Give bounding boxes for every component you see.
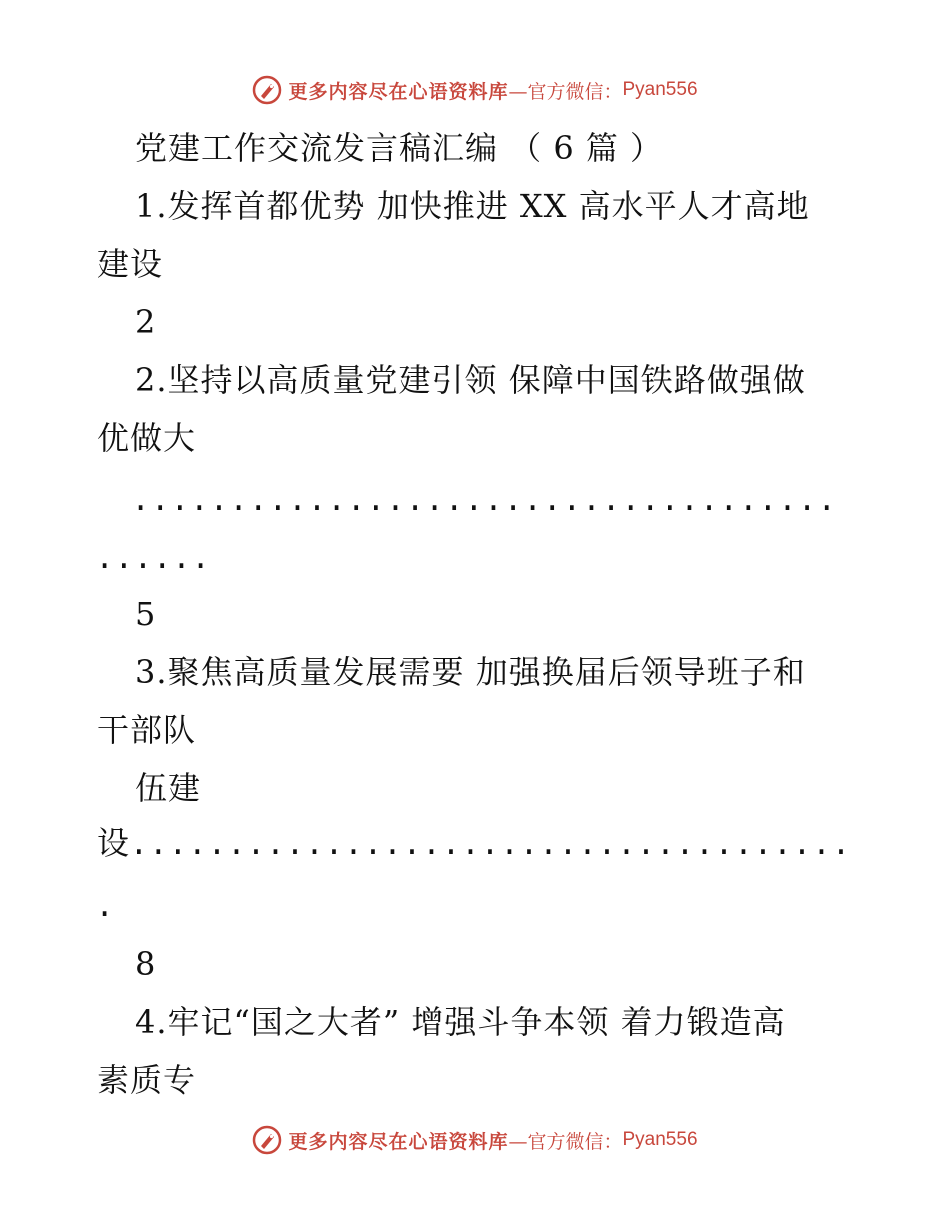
toc-item-4-line2[interactable]: 素质专 (97, 1061, 197, 1099)
toc-item-2-line2[interactable]: 优做大 (97, 419, 197, 457)
pen-nib-logo-icon (252, 1125, 282, 1155)
watermark-footer (0, 1120, 950, 1160)
toc-item-2-leader-a: .................................... (131, 483, 837, 520)
watermark-account: Pyan556 (622, 1129, 698, 1150)
watermark-header (0, 70, 950, 110)
toc-item-3-page: 8 (135, 945, 157, 983)
toc-item-2-line1[interactable]: 2.坚持以高质量党建引领 保障中国铁路做强做 (135, 361, 806, 399)
toc-item-3-line3[interactable]: 伍建 (135, 769, 202, 807)
pen-nib-logo-icon (252, 75, 282, 105)
toc-item-2-leader-b: ...... (95, 541, 211, 578)
toc-item-1-line1[interactable]: 1.发挥首都优势 加快推进 XX 高水平人才高地 (135, 187, 810, 225)
toc-item-1-page: 2 (135, 303, 157, 341)
toc-item-3-line2[interactable]: 干部队 (97, 711, 197, 749)
watermark-separator: —官方微信： (508, 1130, 623, 1153)
toc-item-2-page: 5 (135, 595, 157, 633)
document-title: 党建工作交流发言稿汇编 （ 6 篇 ） (135, 129, 664, 167)
watermark-text: 更多内容尽在心语资料库 (288, 80, 509, 103)
watermark-separator: —官方微信： (508, 80, 623, 103)
toc-item-3-line4[interactable]: 设..................................... (97, 827, 851, 864)
watermark-account: Pyan556 (622, 79, 698, 100)
toc-item-3-line1[interactable]: 3.聚焦高质量发展需要 加强换届后领导班子和 (135, 653, 806, 691)
toc-item-3-line5: . (95, 889, 115, 926)
watermark-text: 更多内容尽在心语资料库 (288, 1130, 509, 1153)
toc-item-1-line2[interactable]: 建设 (97, 245, 164, 283)
toc-item-4-line1[interactable]: 4.牢记“国之大者” 增强斗争本领 着力锻造高 (135, 1003, 786, 1041)
